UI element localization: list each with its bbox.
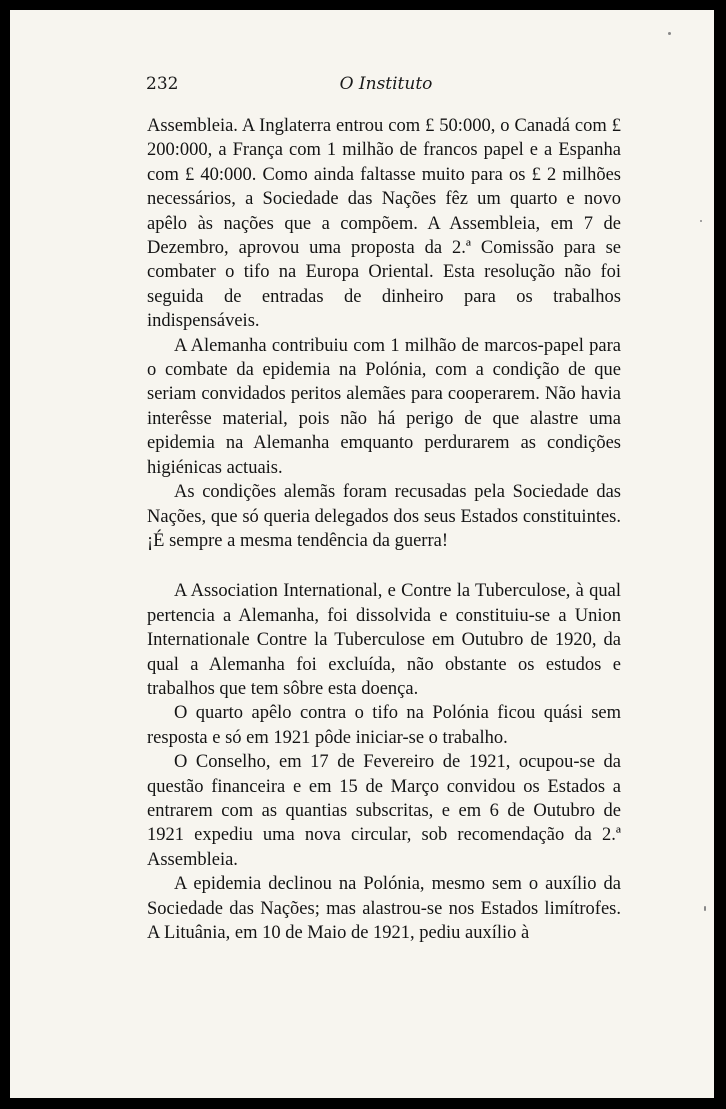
paragraph-7: A epidemia declinou na Polónia, mesmo sem o auxílio da Sociedade das Nações; mas alastrou-se nos Estados limítrofes. A Lituânia, em 10 de Maio de 1921, pediu auxílio à — [147, 874, 621, 943]
paper-speck — [668, 32, 671, 35]
paragraph-1: Assembleia. A Inglaterra entrou com £ 50:000, o Canadá com £ 200:000, a França com 1 milhão de francos papel e a Espanha com £ 40:000. Como ainda faltasse muito para os £ 2 milhões necessários, a Sociedade das Nações fêz um quarto e novo apêlo às nações que a compõem. A Assembleia, em 7 de Dezembro, aprovou uma proposta da 2.ª Comissão para se combater o tifo na Europa Oriental. Esta resolução não foi seguida de entradas de dinheiro para os trabalhos indispensáveis. — [147, 116, 621, 332]
paragraph-4: A Association International, e Contre la Tuberculose, à qual pertencia a Alemanha, foi dissolvida e constituiu-se a Union Internationale Contre la Tuberculose em Outubro de 1920, da qual a Alemanha foi excluída, não obstante os estudos e trabalhos que tem sôbre esta doença. — [147, 581, 621, 699]
paper-speck — [700, 220, 702, 222]
page-header — [146, 74, 626, 104]
paragraph-5: O quarto apêlo contra o tifo na Polónia ficou quási sem resposta e só em 1921 pôde iniciar-se o trabalho. — [147, 703, 621, 748]
paragraph-6: O Conselho, em 17 de Fevereiro de 1921, ocupou-se da questão financeira e em 15 de Março convidou os Estados a entrarem com as quantias subscritas, e em 6 de Outubro de 1921 expediu uma nova circular, sob recomendação da 2.ª Assembleia. — [147, 752, 621, 870]
body-text — [147, 114, 621, 945]
paragraph-3: As condições alemãs foram recusadas pela Sociedade das Nações, que só queria delegados dos seus Estados constituintes. ¡É sempre a mesma tendência da guerra! — [147, 482, 621, 551]
paper-speck — [704, 906, 706, 911]
document-page — [10, 10, 714, 1098]
section-break — [147, 553, 621, 579]
page-number: 232 — [146, 74, 179, 94]
paragraph-2: A Alemanha contribuiu com 1 milhão de marcos-papel para o combate da epidemia na Polónia, com a condição de que seriam convidados peritos alemães para cooperarem. Não havia interêsse material, pois não há perigo de que alastre uma epidemia na Alemanha emquanto perdurarem as condições higiénicas actuais. — [147, 335, 621, 478]
running-title: O Instituto — [339, 74, 433, 94]
